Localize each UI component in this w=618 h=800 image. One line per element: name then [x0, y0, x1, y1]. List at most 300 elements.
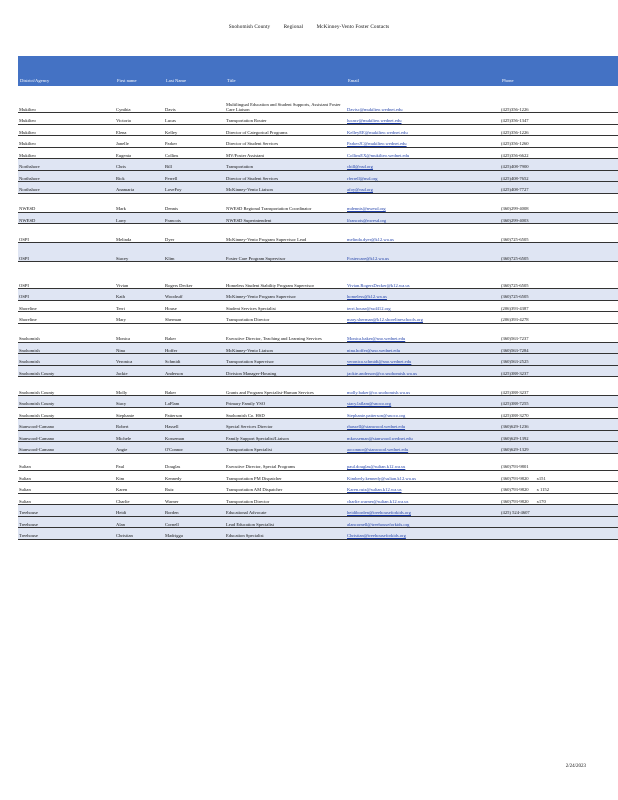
cell-district-text: OSPI: [19, 255, 29, 261]
table-row: [18, 147, 618, 159]
cell-title: [225, 430, 346, 442]
cell-district: [18, 453, 115, 470]
table-row: [18, 407, 618, 419]
cell-email-text[interactable]: melinda.dyer@k12.wa.us: [347, 236, 394, 242]
cell-first-name: [115, 493, 164, 505]
cell-first-name-text: Larry: [116, 217, 127, 223]
cell-email: [346, 396, 500, 408]
cell-first-name-text: Kath: [116, 294, 125, 300]
cell-first-name: [115, 182, 164, 194]
cell-first-name: [115, 482, 164, 494]
table-row: [18, 470, 618, 482]
cell-email: [346, 124, 500, 136]
cell-phone-text: (206)393-4278: [501, 317, 529, 323]
table-row: [18, 419, 618, 431]
cell-email: [346, 470, 500, 482]
cell-phone-text: (360)299-4003: [501, 217, 529, 223]
cell-phone-text: (425)388-3237: [501, 370, 529, 376]
cell-last-name: [164, 182, 225, 194]
table-row: [18, 159, 618, 171]
cell-email: [346, 528, 500, 540]
cell-title-text: Division Manager-Housing: [226, 370, 277, 376]
cell-last-name-text: Madrigga: [165, 533, 183, 539]
cell-title-text: Education Specialist: [226, 533, 264, 539]
table-row: [18, 482, 618, 494]
cell-phone: [500, 482, 618, 494]
cell-title: [225, 170, 346, 182]
cell-first-name-text: Charlie: [116, 498, 130, 504]
cell-email-text[interactable]: Christian@treehouseforkids.org: [347, 533, 406, 539]
cell-last-name-text: House: [165, 305, 177, 311]
table-row: [18, 312, 618, 324]
cell-phone: [500, 396, 618, 408]
cell-phone-text: (360)725-6505: [501, 294, 529, 300]
cell-title-text: McKinney-Vento Liaison: [226, 187, 273, 193]
cell-title: [225, 159, 346, 171]
cell-first-name-text: Stacey: [116, 255, 129, 261]
cell-district: [18, 323, 115, 342]
cell-first-name: [115, 159, 164, 171]
cell-district: [18, 159, 115, 171]
cell-phone-text: (360)563-7284: [501, 347, 529, 353]
table-row: [18, 94, 618, 113]
cell-first-name: [115, 136, 164, 148]
header-last-name: Last Name: [166, 78, 187, 83]
table-row: [18, 323, 618, 342]
header-district: District/Agency: [20, 78, 50, 83]
cell-phone-text: (425)356-6622: [501, 152, 529, 158]
cell-email: [346, 262, 500, 289]
cell-last-name: [164, 365, 225, 377]
cell-phone-extension: x170: [536, 498, 546, 504]
cell-first-name: [115, 262, 164, 289]
cell-first-name-text: Alan: [116, 521, 125, 527]
table-row: [18, 113, 618, 125]
cell-last-name-text: Douglas: [165, 464, 181, 470]
cell-title: [225, 505, 346, 517]
cell-email: [346, 224, 500, 243]
cell-email: [346, 300, 500, 312]
cell-district: [18, 516, 115, 528]
cell-email: [346, 113, 500, 125]
cell-title-text: Transportation Router: [226, 118, 267, 124]
cell-phone: [500, 377, 618, 396]
cell-title: [225, 224, 346, 243]
cell-district-text: NWESD: [19, 217, 36, 223]
cell-last-name-text: Francois: [165, 217, 181, 223]
cell-email-text[interactable]: ParkerJC@mukilteo.wednet.edu: [347, 141, 407, 147]
cell-phone: [500, 516, 618, 528]
cell-last-name: [164, 419, 225, 431]
cell-title-text: Family Support Specialist/Liaison: [226, 435, 289, 441]
cell-first-name-text: Cynthia: [116, 106, 131, 112]
cell-title: [225, 147, 346, 159]
footer-date: 2/24/2023: [565, 764, 586, 769]
cell-district: [18, 505, 115, 517]
cell-phone: [500, 159, 618, 171]
cell-title: [225, 193, 346, 212]
cell-email-text[interactable]: aoconnor@stanwood.wednet.edu: [347, 447, 409, 453]
cell-last-name: [164, 136, 225, 148]
cell-title: [225, 124, 346, 136]
cell-district: [18, 94, 115, 113]
cell-first-name-text: Elena: [116, 129, 127, 135]
cell-email-text[interactable]: terri.house@ssd412.org: [347, 305, 391, 311]
cell-title: [225, 493, 346, 505]
cell-email-text[interactable]: Davisc@mukilteo.wednet.edu: [347, 106, 403, 112]
cell-phone: [500, 442, 618, 454]
cell-district-text: NWESD: [19, 206, 36, 212]
cell-email-text[interactable]: Kimberly.kennedy@sultan.k12.wa.us: [347, 475, 416, 481]
cell-district-text: Stanwood-Camano: [19, 435, 55, 441]
table-row: [18, 182, 618, 194]
cell-first-name: [115, 430, 164, 442]
cell-title-text: Executive Director, Special Programs: [226, 464, 296, 470]
cell-email: [346, 342, 500, 354]
cell-last-name-text: Rogers Decker: [165, 282, 193, 288]
cell-last-name: [164, 482, 225, 494]
cell-district-text: Sultan: [19, 498, 31, 504]
cell-last-name-text: Anderson: [165, 370, 183, 376]
cell-title: [225, 377, 346, 396]
cell-phone-text: (360)725-6505: [501, 282, 529, 288]
cell-last-name-text: Kelley: [165, 129, 178, 135]
cell-last-name-text: Woodruff: [165, 294, 183, 300]
cell-last-name-text: Davis: [165, 106, 176, 112]
cell-title-text: Director of Student Services: [226, 141, 279, 147]
cell-last-name: [164, 470, 225, 482]
cell-title-text: Grants and Program Specialist-Human Services: [226, 389, 314, 395]
cell-district-text: Snohomish County: [19, 412, 55, 418]
cell-first-name-text: Nina: [116, 347, 125, 353]
table-row: [18, 453, 618, 470]
cell-last-name-text: Kennedy: [165, 475, 182, 481]
cell-title: [225, 442, 346, 454]
cell-district-text: Mukilteo: [19, 129, 36, 135]
cell-phone-text: (360)793-9820: [501, 487, 529, 493]
cell-email-text[interactable]: jackie.anderson@co.snohomish.wa.us: [347, 370, 418, 376]
cell-email: [346, 94, 500, 113]
cell-phone-text: (425)408-7900: [501, 164, 529, 170]
cell-last-name-text: LoveFoy: [165, 187, 182, 193]
cell-last-name-text: Klim: [165, 255, 175, 261]
cell-title-text: NWESD Regional Transportation Coordinator: [226, 206, 312, 212]
cell-email: [346, 516, 500, 528]
cell-title-text: Director of Categorical Programs: [226, 129, 288, 135]
cell-phone: [500, 430, 618, 442]
cell-title: [225, 94, 346, 113]
cell-phone-text: (360)629-1329: [501, 447, 529, 453]
cell-first-name: [115, 396, 164, 408]
cell-title-text: Educational Advocate: [226, 510, 267, 516]
cell-title: [225, 136, 346, 148]
cell-email-text[interactable]: alancornell@treehouseforkids.org: [347, 521, 410, 527]
cell-district: [18, 193, 115, 212]
cell-phone-text: (425)356-1260: [501, 141, 529, 147]
cell-phone-text: (425)356-1226: [501, 106, 529, 112]
cell-last-name: [164, 493, 225, 505]
table-row: [18, 262, 618, 289]
table-row: [18, 193, 618, 212]
cell-email: [346, 193, 500, 212]
cell-phone: [500, 243, 618, 262]
cell-first-name-text: Robert: [116, 424, 129, 430]
cell-phone-text: (360)629-1236: [501, 424, 529, 430]
cell-first-name-text: Monica: [116, 336, 131, 342]
cell-district: [18, 354, 115, 366]
cell-last-name-text: Hoffer: [165, 347, 178, 353]
cell-first-name-text: Mark: [116, 206, 126, 212]
cell-last-name-text: Borden: [165, 510, 179, 516]
cell-first-name-text: Michele: [116, 435, 132, 441]
cell-email: [346, 136, 500, 148]
cell-last-name: [164, 354, 225, 366]
cell-email: [346, 493, 500, 505]
cell-district: [18, 342, 115, 354]
cell-first-name: [115, 243, 164, 262]
cell-phone-text: (360)563-7237: [501, 336, 529, 342]
table-row: [18, 396, 618, 408]
table-row: [18, 516, 618, 528]
cell-phone: [500, 342, 618, 354]
cell-first-name-text: Veronica: [116, 359, 133, 365]
cell-last-name: [164, 312, 225, 324]
cell-first-name: [115, 170, 164, 182]
cell-email-text[interactable]: charlie.warner@sultan.k12.wa.us: [347, 498, 409, 504]
cell-last-name-text: LaFlam: [165, 401, 180, 407]
cell-title: [225, 482, 346, 494]
cell-phone-text: (425)388-3270: [501, 412, 529, 418]
cell-first-name-text: Anamaria: [116, 187, 135, 193]
header-phone: Phone: [502, 78, 514, 83]
cell-district-text: Sultan: [19, 487, 31, 493]
cell-first-name: [115, 300, 164, 312]
cell-phone-text: (360)793-9801: [501, 464, 529, 470]
cell-first-name: [115, 312, 164, 324]
table-row: [18, 136, 618, 148]
cell-last-name: [164, 124, 225, 136]
cell-title-text: McKinney-Vento Program Supervisor: [226, 294, 296, 300]
table-row: [18, 430, 618, 442]
cell-district-text: Mukilteo: [19, 141, 36, 147]
contacts-table: [18, 94, 618, 540]
cell-first-name: [115, 377, 164, 396]
cell-email: [346, 289, 500, 301]
cell-title: [225, 365, 346, 377]
cell-email-text[interactable]: mdennis@nwesd.org: [347, 206, 386, 212]
cell-email-text[interactable]: molly.baker@co.snohomish.wa.us: [347, 389, 411, 395]
cell-last-name: [164, 442, 225, 454]
cell-phone: [500, 493, 618, 505]
cell-last-name-text: O'Connor: [165, 447, 183, 453]
cell-phone: [500, 323, 618, 342]
table-row: [18, 243, 618, 262]
cell-email-text[interactable]: rferrell@nsd.org: [347, 175, 378, 181]
cell-last-name: [164, 505, 225, 517]
cell-first-name-text: Molly: [116, 389, 128, 395]
table-row: [18, 528, 618, 540]
cell-district: [18, 365, 115, 377]
cell-first-name-text: Heidi: [116, 510, 127, 516]
cell-email-text[interactable]: nina.hoffer@sno.wednet.edu: [347, 347, 401, 353]
cell-email-text[interactable]: Vivian.RogersDecker@k12.wa.us: [347, 282, 410, 288]
cell-district: [18, 113, 115, 125]
cell-last-name-text: Dyer: [165, 236, 175, 242]
cell-phone-text: (425)356-1347: [501, 118, 529, 124]
cell-phone-text: (425)356-1226: [501, 129, 529, 135]
cell-last-name-text: Parker: [165, 141, 177, 147]
cell-phone-text: (360)725-6505: [501, 255, 529, 261]
cell-email-text[interactable]: afoy@nsd.org: [347, 187, 373, 193]
cell-first-name: [115, 442, 164, 454]
cell-email-text[interactable]: CollinsEX@mukilteo.wednet.edu: [347, 152, 410, 158]
table-row: [18, 342, 618, 354]
cell-email-text[interactable]: Karen.ruiz@sultan.k12.wa.us: [347, 487, 402, 493]
cell-title-text: Snohomish Co. HSD: [226, 412, 265, 418]
cell-last-name-text: Kosseman: [165, 435, 185, 441]
cell-first-name: [115, 365, 164, 377]
cell-district-text: Treehouse: [19, 510, 38, 516]
cell-district-text: Shoreline: [19, 317, 37, 323]
cell-district-text: Stanwood-Camano: [19, 447, 55, 453]
cell-phone: [500, 94, 618, 113]
cell-title-text: McKinney-Vento Liaison: [226, 347, 273, 353]
cell-district-text: OSPI: [19, 294, 29, 300]
cell-email: [346, 147, 500, 159]
cell-email-text[interactable]: KelleyEE@mukilteo.wednet.edu: [347, 129, 408, 135]
table-row: [18, 493, 618, 505]
cell-phone-text: (360)793-9820: [501, 475, 529, 481]
cell-phone: [500, 113, 618, 125]
cell-first-name-text: Angie: [116, 447, 128, 453]
cell-email-text[interactable]: mary.sherman@k12.shorelineschools.org: [347, 317, 423, 323]
cell-email: [346, 419, 500, 431]
header-first-name: First name: [117, 78, 137, 83]
cell-email-text[interactable]: cbill@nsd.org: [347, 164, 373, 170]
cell-title: [225, 300, 346, 312]
cell-district-text: Northshore: [19, 164, 40, 170]
table-row: [18, 377, 618, 396]
cell-title: [225, 243, 346, 262]
cell-email-text[interactable]: rhassell@stanwood.wednet.edu: [347, 424, 406, 430]
cell-email-text[interactable]: stacy.laflam@snoco.org: [347, 401, 392, 407]
cell-last-name: [164, 193, 225, 212]
cell-title-text: Director of Student Services: [226, 175, 279, 181]
cell-phone-text: (360)629-1392: [501, 435, 529, 441]
cell-first-name: [115, 289, 164, 301]
cell-email-text[interactable]: Fostercare@k12.wa.us: [347, 255, 389, 261]
cell-district: [18, 136, 115, 148]
title-regional: Regional: [283, 24, 304, 30]
cell-last-name-text: Bill: [165, 164, 172, 170]
cell-email-text[interactable]: heidiborden@treehouseforkids.org: [347, 510, 411, 516]
cell-title: [225, 528, 346, 540]
table-row: [18, 505, 618, 517]
cell-last-name-text: Schmidt: [165, 359, 181, 365]
cell-last-name-text: Cornell: [165, 521, 179, 527]
cell-email-text[interactable]: mkosseman@stanwood.wednet.edu: [347, 435, 413, 441]
cell-title: [225, 419, 346, 431]
cell-email: [346, 354, 500, 366]
cell-last-name-text: Collins: [165, 152, 179, 158]
cell-district: [18, 493, 115, 505]
cell-title-text: NWESD Superintendent: [226, 217, 272, 223]
cell-title: [225, 516, 346, 528]
table-row: [18, 300, 618, 312]
cell-phone-text: (425) 524-4607: [501, 510, 530, 516]
cell-title: [225, 182, 346, 194]
cell-phone: [500, 365, 618, 377]
cell-phone: [500, 528, 618, 540]
cell-first-name: [115, 94, 164, 113]
cell-phone: [500, 407, 618, 419]
cell-first-name-text: Victoria: [116, 118, 131, 124]
cell-title-text: Homeless Student Stability Program Supervisor: [226, 282, 315, 288]
cell-email-text[interactable]: Stephanie.patterson@snoco.org: [347, 412, 406, 418]
cell-district-text: Mukilteo: [19, 118, 36, 124]
cell-district: [18, 482, 115, 494]
cell-first-name: [115, 212, 164, 224]
cell-district: [18, 243, 115, 262]
cell-district-text: OSPI: [19, 236, 29, 242]
cell-email-text[interactable]: paul.douglas@sultan.k12.wa.us: [347, 464, 406, 470]
cell-title: [225, 470, 346, 482]
cell-first-name-text: Jackie: [116, 370, 128, 376]
cell-title-text: Transportation Director: [226, 317, 270, 323]
cell-email-text[interactable]: veronica.schmidt@sno.wednet.edu: [347, 359, 412, 365]
cell-district-text: Snohomish: [19, 347, 40, 353]
cell-email: [346, 377, 500, 396]
cell-first-name: [115, 147, 164, 159]
cell-phone-text: (360)563-2525: [501, 359, 529, 365]
cell-phone: [500, 289, 618, 301]
cell-last-name-text: Ruiz: [165, 487, 174, 493]
cell-district: [18, 182, 115, 194]
cell-phone: [500, 224, 618, 243]
header-title: Title: [227, 78, 236, 83]
cell-title: [225, 323, 346, 342]
document-title: [0, 24, 618, 30]
cell-district-text: Snohomish: [19, 359, 40, 365]
cell-title: [225, 342, 346, 354]
cell-district: [18, 312, 115, 324]
cell-phone: [500, 505, 618, 517]
cell-email-text[interactable]: homeless@k12.wa.us: [347, 294, 387, 300]
table-row: [18, 442, 618, 454]
cell-first-name: [115, 124, 164, 136]
cell-email: [346, 505, 500, 517]
cell-email-text[interactable]: lucasv@mukilteo.wednet.edu: [347, 118, 402, 124]
cell-first-name: [115, 193, 164, 212]
table-row: [18, 212, 618, 224]
cell-phone: [500, 470, 618, 482]
cell-last-name: [164, 113, 225, 125]
cell-email: [346, 430, 500, 442]
cell-last-name: [164, 323, 225, 342]
cell-last-name: [164, 94, 225, 113]
cell-email-text[interactable]: Monica.baker@sno.wednet.edu: [347, 336, 406, 342]
cell-last-name: [164, 377, 225, 396]
cell-last-name: [164, 243, 225, 262]
cell-title: [225, 289, 346, 301]
cell-district: [18, 224, 115, 243]
cell-email-text[interactable]: lfrancois@nwesd.org: [347, 217, 387, 223]
title-county: Snohomish County: [228, 24, 271, 30]
table-row: [18, 170, 618, 182]
cell-district-text: Treehouse: [19, 521, 38, 527]
cell-district-text: Snohomish County: [19, 370, 55, 376]
cell-district: [18, 147, 115, 159]
